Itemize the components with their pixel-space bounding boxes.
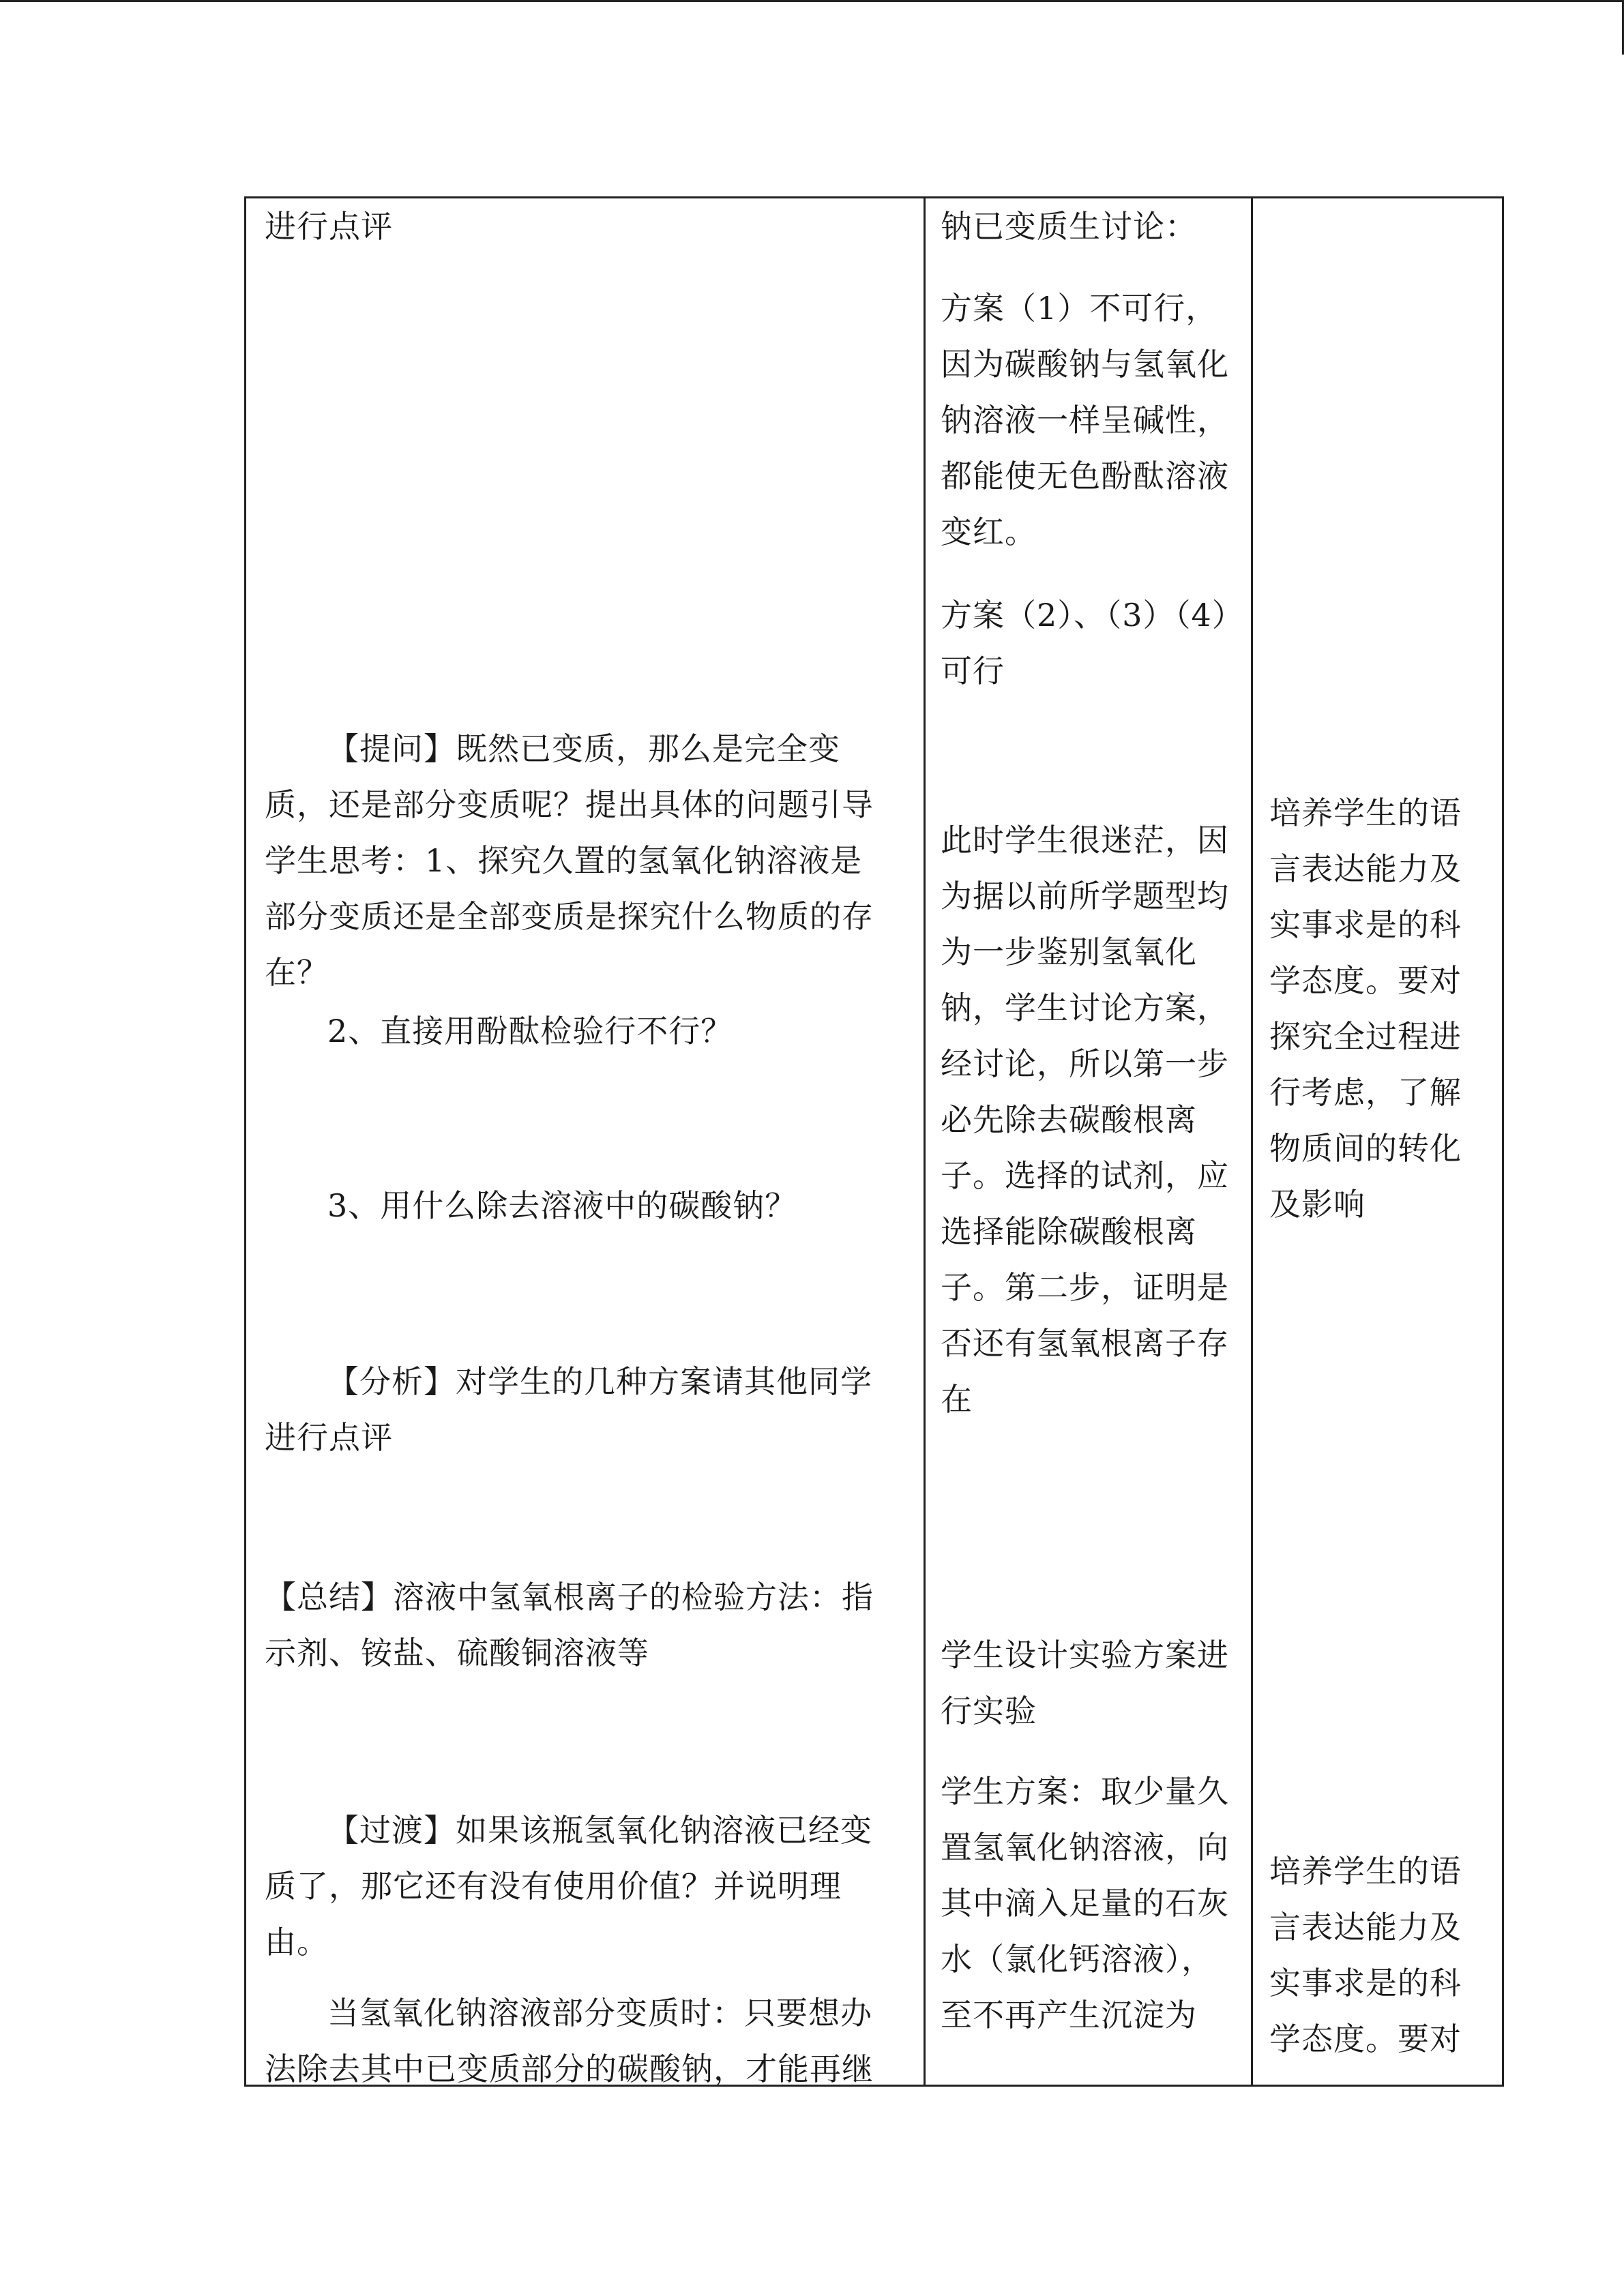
left-paragraph-partial: 当氢氧化钠溶液部分变质时：只要想办法除去其中已变质部分的碳酸钠，才能再继 — [265, 1995, 874, 2087]
left-paragraph-summary: 【总结】溶液中氢氧根离子的检验方法：指示剂、铵盐、硫酸铜溶液等 — [265, 1579, 874, 1671]
column-divider-1 — [924, 198, 926, 2085]
mid-paragraph-plan1: 方案（1）不可行，因为碳酸钠与氢氧化钠溶液一样呈碱性，都能使无色酚酞溶液变红。 — [941, 290, 1229, 550]
left-paragraph-transition: 【过渡】如果该瓶氢氧化钠溶液已经变质了，那它还有没有使用价值？并说明理由。 — [265, 1812, 872, 1960]
mid-paragraph-1: 钠已变质生讨论： — [941, 208, 1197, 245]
left-paragraph-q3: 3、用什么除去溶液中的碳酸钠？ — [327, 1187, 797, 1224]
left-paragraph-analysis: 【分析】对学生的几种方案请其他同学进行点评 — [265, 1363, 872, 1456]
mid-paragraph-design: 学生设计实验方案进行实验 — [941, 1637, 1229, 1729]
lesson-plan-table — [244, 196, 1504, 2087]
left-paragraph-q2: 2、直接用酚酞检验行不行？ — [327, 1013, 733, 1049]
mid-paragraph-confused: 此时学生很迷茫，因为据以前所学题型均为一步鉴别氢氧化钠，学生讨论方案，经讨论，所以第一步必先除去碳酸根离子。选择的试剂，应选择能除碳酸根离子。第二步，证明是否还有氢氧根离子存在 — [941, 822, 1229, 1418]
page-top-border — [0, 0, 1624, 2]
right-paragraph-1: 培养学生的语言表达能力及实事求是的科学态度。要对探究全过程进行考虑，了解物质间的转化及影响 — [1269, 794, 1462, 1223]
left-paragraph-1: 进行点评 — [265, 208, 393, 245]
column-divider-2 — [1251, 198, 1253, 2085]
right-paragraph-2: 培养学生的语言表达能力及实事求是的科学态度。要对 — [1269, 1853, 1462, 2057]
left-paragraph-question: 【提问】既然已变质，那么是完全变质，还是部分变质呢？提出具体的问题引导学生思考：1、探究久置的氢氧化钠溶液是部分变质还是全部变质是探究什么物质的存在？ — [265, 730, 874, 991]
mid-paragraph-plan2: 方案（2）、（3）（4）可行 — [941, 597, 1228, 689]
mid-paragraph-plan: 学生方案：取少量久置氢氧化钠溶液，向其中滴入足量的石灰水（氯化钙溶液），至不再产生沉淀为 — [941, 1773, 1229, 2033]
